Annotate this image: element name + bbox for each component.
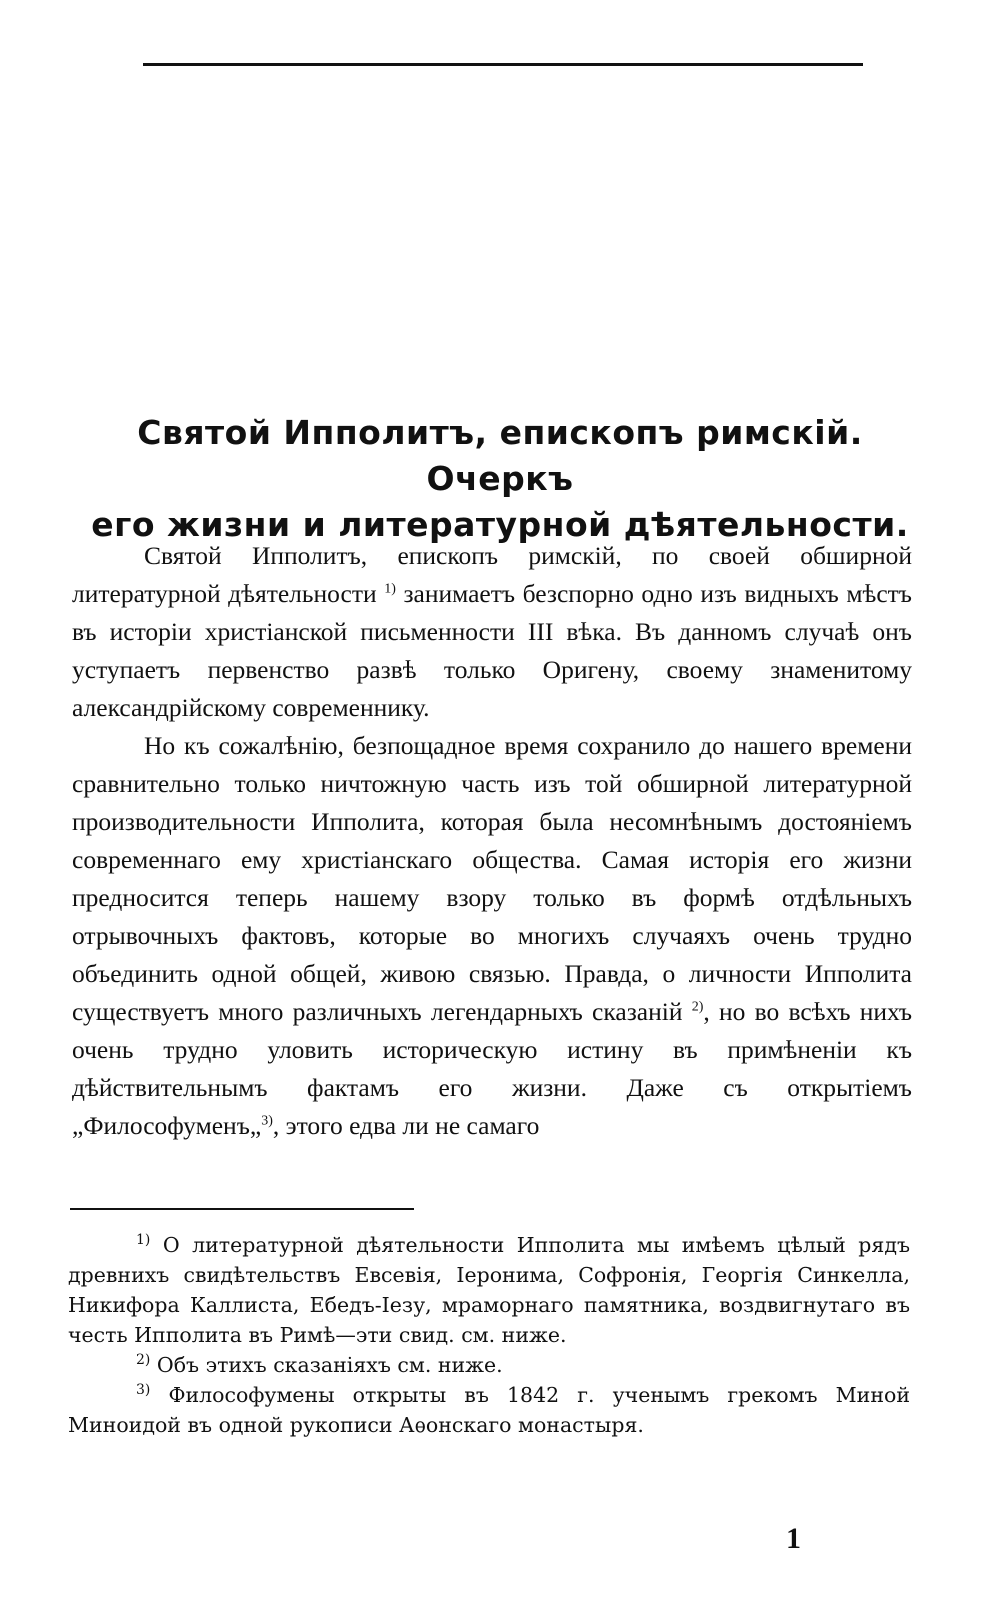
footnote-2-text: Объ этихъ сказаніяхъ см. ниже. <box>150 1353 503 1377</box>
paragraph-1-text-a: Святой Ипполитъ, епископъ римскій, по своей обширной литературной дѣятельности <box>72 541 912 608</box>
footnote-1 <box>68 1230 910 1350</box>
paragraph-2-text-c: , этого едва ли не самаго <box>272 1111 540 1140</box>
footnote-2-mark: 2) <box>136 1352 151 1369</box>
footnote-3-text: Философумены открыты въ 1842 г. ученымъ грекомъ Миной Миноидой въ одной рукописи Аѳонскаго монастыря. <box>68 1383 910 1437</box>
paragraph-1-text-b: занимаетъ безспорно одно изъ видныхъ мѣстъ въ исторіи христіанской письменности III вѣка. Въ данномъ случаѣ онъ уступаетъ первенство развѣ только Оригену, своему знаменитому александрійскому современнику. <box>72 579 912 722</box>
footnote-ref-2: 2) <box>691 999 704 1015</box>
body-text <box>72 537 912 1145</box>
footnote-ref-1: 1) <box>384 581 396 597</box>
chapter-title-line-2: его жизни и литературной дѣятельности. <box>91 505 909 544</box>
footnote-3-mark: 3) <box>136 1382 151 1399</box>
page-number: 1 <box>786 1522 801 1555</box>
paragraph-1 <box>72 537 912 727</box>
footnote-rule <box>70 1208 414 1210</box>
footnote-2 <box>68 1350 910 1380</box>
footnote-1-text: О литературной дѣятельности Ипполита мы имѣемъ цѣлый рядъ древнихъ свидѣтельствъ Евсевія, Іеронима, Софронія, Георгія Синкелла, Никифора Каллиста, Ебедъ-Іезу, мраморнаго памятника, воздвигнутаго въ честь Ипполита въ Римѣ—эти свид. см. ниже. <box>68 1233 910 1347</box>
paragraph-2-text-b: , но во всѣхъ нихъ очень трудно уловить историческую истину въ примѣненіи къ дѣйствительнымъ фактамъ его жизни. Даже съ открытіемъ „Философуменъ„ <box>72 997 912 1140</box>
footnote-1-mark: 1) <box>136 1232 151 1249</box>
paragraph-2 <box>72 727 912 1145</box>
paragraph-2-text-a: Но къ сожалѣнію, безпощадное время сохранило до нашего времени сравнительно только ничтожную часть изъ той обширной литературной производительности Ипполита, которая была несомнѣнымъ достояніемъ современнаго ему христіанскаго общества. Самая исторія его жизни предносится теперь нашему взору только въ формѣ отдѣльныхъ отрывочныхъ фактовъ, которые во многихъ случаяхъ очень трудно объединить одной общей, живою связью. Правда, о личности Ипполита существуетъ много различныхъ легендарныхъ сказаній <box>72 731 912 1026</box>
footnote-3 <box>68 1380 910 1440</box>
footnotes <box>68 1230 910 1440</box>
chapter-title-line-1: Святой Ипполитъ, епископъ римскій. Очеркъ <box>137 413 863 498</box>
chapter-title <box>70 410 930 548</box>
top-rule <box>143 63 863 66</box>
footnote-ref-3: 3) <box>261 1113 273 1129</box>
